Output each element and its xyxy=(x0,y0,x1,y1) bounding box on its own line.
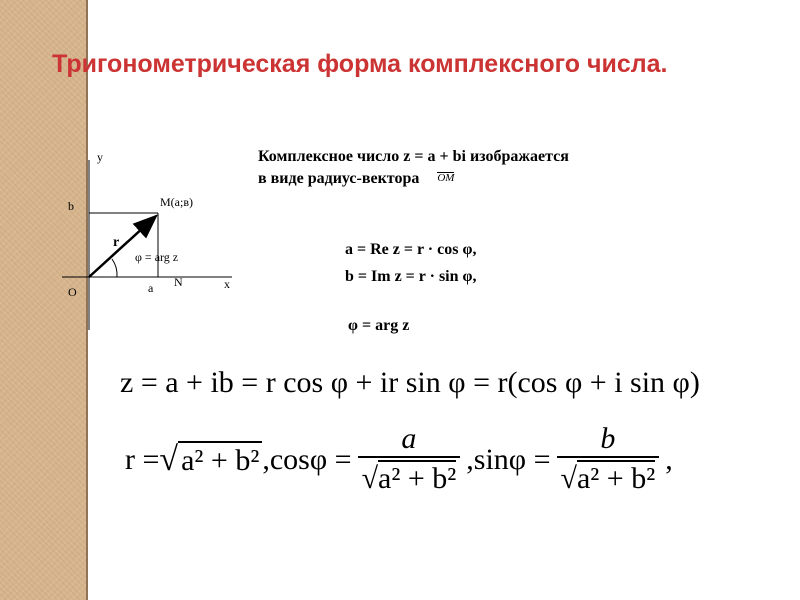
sin-denominator-radicand: a² + b² xyxy=(576,462,656,495)
complex-number-description xyxy=(258,148,569,188)
r-radicand: a² + b² xyxy=(178,441,262,479)
angle-arc xyxy=(112,259,117,277)
sin-numerator: b xyxy=(600,422,616,455)
equation-a: a = Re z = r · cos φ, xyxy=(345,241,477,258)
sqrt-icon: √ xyxy=(159,441,179,478)
slide-title: Тригонометрическая форма комплексного числа. xyxy=(52,50,668,78)
y-axis-label: y xyxy=(97,150,103,164)
description-line-1: Комплексное число z = a + bi изображается xyxy=(258,148,569,165)
x-axis-label: x xyxy=(224,277,230,291)
sqrt-icon: √ xyxy=(560,462,577,495)
complex-plane-diagram xyxy=(0,0,260,340)
b-label: b xyxy=(68,199,74,213)
cos-numerator: a xyxy=(401,422,417,455)
origin-label: O xyxy=(68,285,77,299)
n-label: N xyxy=(174,275,183,289)
description-line-2 xyxy=(258,170,569,188)
r-sqrt xyxy=(159,441,262,479)
a-label: a xyxy=(148,281,154,295)
om-vector-label: OM xyxy=(437,172,455,184)
sqrt-icon: √ xyxy=(361,462,379,495)
equation-phi: φ = arg z xyxy=(348,317,410,334)
m-point-label: M(a;в) xyxy=(160,195,193,209)
radius-vector-arrow xyxy=(89,216,156,277)
description-line-2-text: в виде радиус-вектора xyxy=(258,170,420,187)
trig-form-formula: z = a + ib = r cos φ + ir sin φ = r(cos φ + i sin φ) xyxy=(120,366,700,399)
cos-fraction xyxy=(358,422,461,498)
formula-end-comma: , xyxy=(665,443,673,476)
modulus-and-angle-formula xyxy=(125,422,673,498)
sin-denominator xyxy=(557,456,660,498)
cos-denominator xyxy=(358,456,461,498)
r-equals-text: r = xyxy=(125,443,160,476)
r-label: r xyxy=(113,235,120,250)
sin-phi-text: ,sinφ = xyxy=(466,443,551,476)
cos-phi-text: ,cosφ = xyxy=(262,443,352,476)
sin-fraction xyxy=(557,422,660,498)
phi-arg-label: φ = arg z xyxy=(135,250,179,264)
equation-b: b = Im z = r · sin φ, xyxy=(345,268,477,285)
cos-denominator-radicand: a² + b² xyxy=(378,462,457,495)
